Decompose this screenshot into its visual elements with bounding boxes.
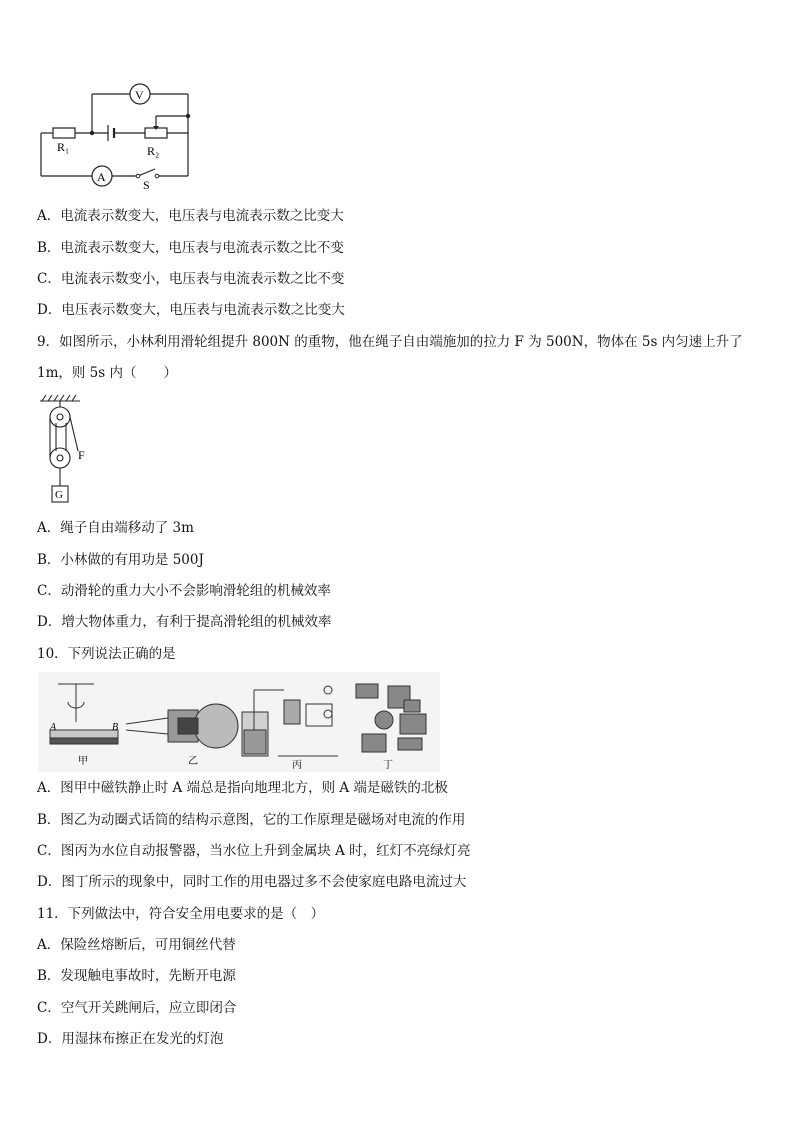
q9-stem-line2: 1m，则 5s 内（ ） — [37, 365, 177, 381]
voltmeter-label: V — [135, 88, 144, 102]
pulley-diagram — [38, 393, 98, 508]
q11-option-c: C．空气开关跳闸后，应立即闭合 — [37, 1000, 237, 1016]
q11-stem: 11．下列做法中，符合安全用电要求的是（ ） — [37, 906, 325, 922]
q8-option-b: B．电流表示数变大，电压表与电流表示数之比不变 — [37, 240, 344, 256]
weight-label: G — [55, 489, 63, 501]
q10-stem: 10．下列说法正确的是 — [37, 646, 176, 662]
figure-bing-caption: 丙 — [292, 760, 302, 771]
switch-label: S — [143, 178, 150, 190]
pole-a-label: A — [50, 722, 57, 733]
q9-stem-line1: 9．如图所示，小林利用滑轮组提升 800N 的重物，他在绳子自由端施加的拉力 F 为 500N，物体在 5s 内匀速上升了 — [37, 334, 743, 350]
q8-option-c: C．电流表示数变小，电压表与电流表示数之比不变 — [37, 271, 345, 287]
q9-option-b: B．小林做的有用功是 500J — [37, 552, 204, 568]
magnetism-figures — [38, 672, 440, 772]
q10-option-a: A．图甲中磁铁静止时 A 端总是指向地理北方，则 A 端是磁铁的北极 — [37, 780, 448, 796]
q10-option-c: C．图丙为水位自动报警器，当水位上升到金属块 A 时，红灯不亮绿灯亮 — [37, 843, 471, 859]
q11-option-b: B．发现触电事故时，先断开电源 — [37, 968, 236, 984]
q10-option-d: D．图丁所示的现象中，同时工作的用电器过多不会使家庭电路电流过大 — [37, 874, 467, 890]
q11-option-a: A．保险丝熔断后，可用铜丝代替 — [37, 937, 236, 953]
force-label: F — [78, 448, 85, 462]
circuit-diagram — [35, 80, 200, 190]
r2-label: R₂ — [147, 144, 160, 158]
q9-option-d: D．增大物体重力，有利于提高滑轮组的机械效率 — [37, 614, 332, 630]
q11-option-d: D．用湿抹布擦正在发光的灯泡 — [37, 1031, 224, 1047]
pole-b-label: B — [112, 722, 119, 733]
figure-jia-caption: 甲 — [78, 756, 88, 767]
figure-ding-caption: 丁 — [383, 760, 393, 771]
q8-option-d: D．电压表示数变大，电压表与电流表示数之比变大 — [37, 302, 345, 318]
q8-option-a: A．电流表示数变大，电压表与电流表示数之比变大 — [37, 208, 344, 224]
r1-label: R₁ — [57, 140, 70, 154]
q10-option-b: B．图乙为动圈式话筒的结构示意图，它的工作原理是磁场对电流的作用 — [37, 812, 466, 828]
ammeter-label: A — [97, 170, 106, 184]
q9-option-c: C．动滑轮的重力大小不会影响滑轮组的机械效率 — [37, 583, 331, 599]
figure-yi-caption: 乙 — [188, 756, 198, 767]
q9-option-a: A．绳子自由端移动了 3m — [37, 520, 194, 536]
